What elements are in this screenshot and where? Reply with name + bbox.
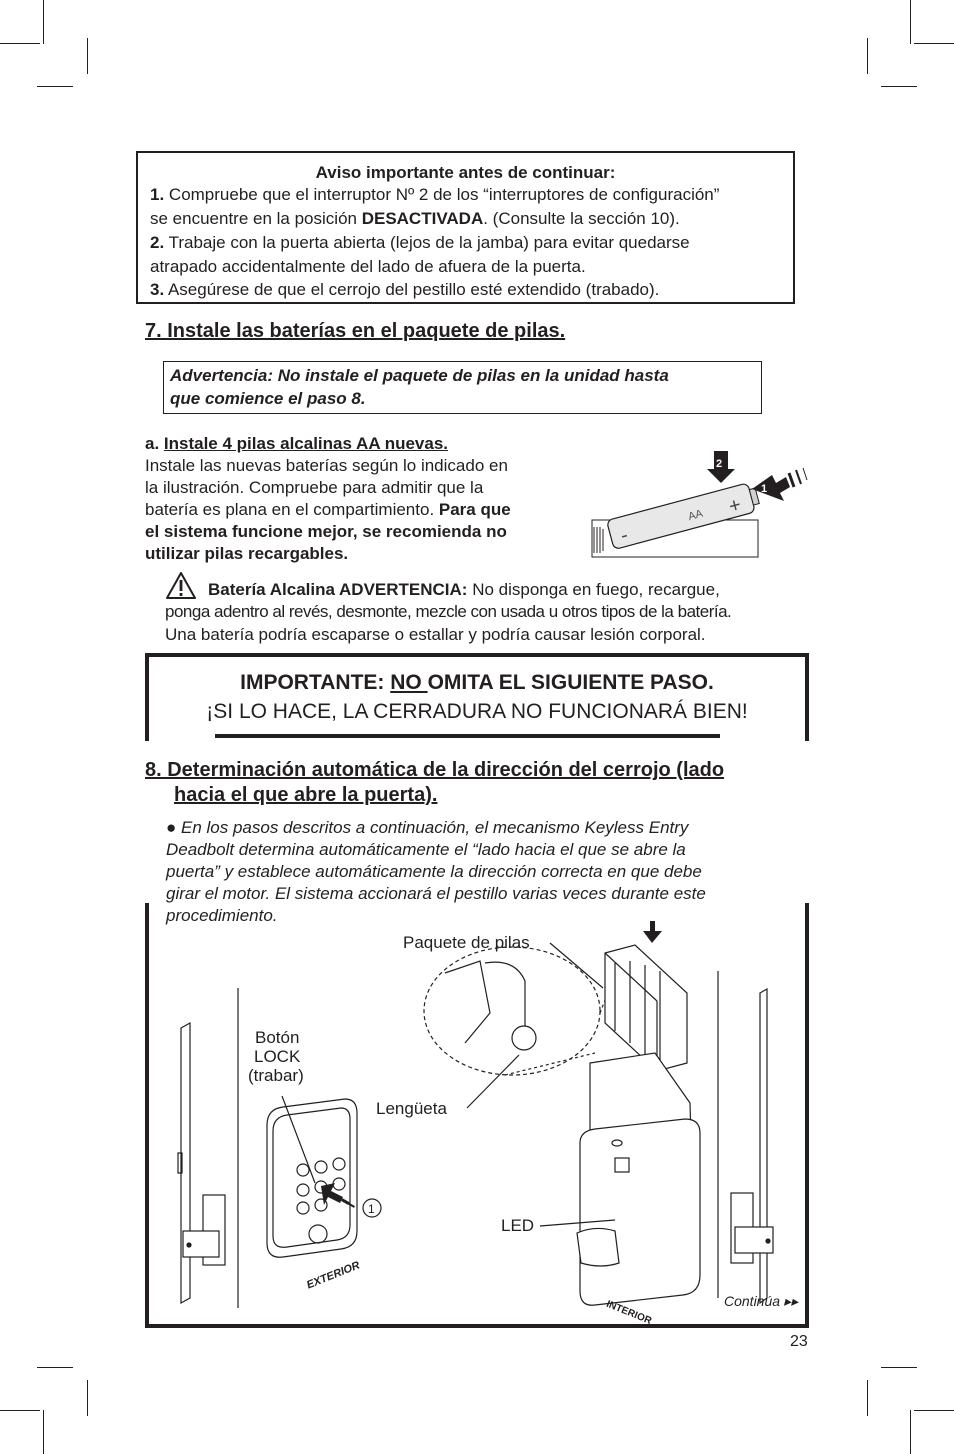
step-7a-text: batería es plana en el compartimiento. [145,500,439,519]
step-8-bullet-line: ● En los pasos descritos a continuación, el mecanismo Keyless Entry [166,818,689,837]
item-text: Trabaje con la puerta abierta (lejos de la jamba) para evitar quedarse [164,233,690,252]
interior-unit [577,1053,700,1327]
item-number: 3. [150,280,165,299]
tab-leader [467,1055,519,1108]
step-8-bullet-line: puerta” y establece automáticamente la dirección correcta en que debe [166,862,702,881]
page-number: 23 [790,1333,808,1350]
crop-mark [867,38,868,74]
lock-button-label-2: LOCK [254,1047,301,1066]
led-label: LED [501,1216,535,1235]
caution-text: No disponga en fuego, recargue, [467,580,720,599]
important-instruction: OMITA EL SIGUIENTE PASO. [427,671,714,694]
callout-number: 1 [368,1202,375,1216]
item-text: Compruebe que el interruptor Nº 2 de los “interruptores de configuración” [164,185,720,204]
step-8-bullet-line: girar el motor. El sistema accionará el pestillo varias veces durante este [166,884,706,903]
item-number: 2. [150,233,165,252]
item-text: . (Consulte la sección 10). [483,209,680,228]
notice-item-2-cont: atrapado accidentalmente del lado de afuera de la puerta. [150,257,586,276]
warning-triangle-icon [166,571,196,601]
step-7a-line: la ilustración. Compruebe para admitir que la [145,478,484,497]
caution-title: Batería Alcalina ADVERTENCIA: [208,580,468,599]
lock-installation-illustration [145,903,809,1328]
important-notice-box [136,151,795,304]
crop-mark [43,1410,44,1454]
battery-minus-label: - [618,524,631,548]
crop-mark [0,43,40,44]
caution-line-1 [208,580,720,600]
important-label: IMPORTANTE: [240,671,391,694]
crop-mark [881,86,917,87]
crop-mark [914,43,954,44]
crop-mark [37,1367,73,1368]
double-arrow-right-icon: ▸▸ [780,1293,798,1309]
arrow-left-icon [752,468,807,501]
lock-button-label-1: Botón [255,1028,300,1047]
notice-title: Aviso importante antes de continuar: [315,163,616,182]
step-7a-line [145,500,511,520]
important-title [149,671,805,695]
continues-label [724,1293,798,1310]
crop-mark [0,1410,40,1411]
exterior-door-edge [178,988,238,1308]
step-7-heading: 7. Instale las baterías en el paquete de pilas. [145,320,566,342]
warning-line-1: Advertencia: No instale el paquete de pilas en la unidad hasta [170,366,669,385]
battery-pack [605,921,687,1071]
crop-mark [43,0,44,44]
step-8-heading: 8. Determinación automática de la dirección del cerrojo (lado [145,759,725,781]
lock-button-label-3: (trabar) [248,1066,304,1085]
exterior-keypad [267,1099,362,1292]
notice-item-2 [150,233,690,253]
exterior-label: EXTERIOR [304,1259,362,1292]
interior-label: INTERIOR [604,1298,654,1327]
step-7a-title [145,434,448,454]
important-callout [145,653,809,741]
crop-mark [867,1380,868,1416]
battery-aa-label: AA [686,507,705,524]
warning-line-2: que comience el paso 8. [170,389,366,408]
continues-text: Continúa [724,1293,781,1309]
item-text: se encuentre en la posición [150,209,362,228]
crop-mark [910,0,911,44]
step-8-heading-cont: hacia el que abre la puerta). [174,784,438,806]
battery-pack-leader [550,943,603,988]
arrow-down-icon [707,451,735,483]
step-7a-title-text: Instale 4 pilas alcalinas AA nuevas. [163,434,449,453]
step-7a-emphasis: Para que [438,500,511,519]
important-no: NO [390,671,428,694]
notice-item-3 [150,280,659,300]
crop-mark [910,1410,911,1454]
warning-box [163,361,762,414]
notice-item-1 [150,185,719,205]
notice-item-1-cont [150,209,680,229]
step-letter: a. [145,434,164,453]
battery-pack-label: Paquete de pilas [403,933,530,952]
step-8-bullet-line: Deadbolt determina automáticamente el “lado hacia el que se abre la [166,840,686,859]
important-consequence: ¡SI LO HACE, LA CERRADURA NO FUNCIONARÁ BIEN! [206,700,748,723]
step-7a-line: el sistema funcione mejor, se recomienda no [145,522,507,541]
step-7a-line: utilizar pilas recargables. [145,544,349,563]
battery-illustration [590,447,810,559]
crop-mark [881,1367,917,1368]
battery-plus-label: + [726,493,744,519]
step-7a-line: Instale las nuevas baterías según lo indicado en [145,456,508,475]
crop-mark [87,1380,88,1416]
crop-mark [914,1410,954,1411]
item-number: 1. [150,185,165,204]
interior-door-edge [718,971,773,1303]
tab-label: Lengüeta [376,1099,447,1118]
item-text: Asegúrese de que el cerrojo del pestillo esté extendido (trabado). [164,280,660,299]
step-8-bullet-line: procedimiento. [166,906,278,925]
arrow-number-2: 2 [716,458,723,470]
item-emphasis: DESACTIVADA [361,209,484,228]
crop-mark [87,38,88,74]
arrow-number-1: 1 [761,483,768,495]
caution-line-3: Una batería podría escaparse o estallar y podría causar lesión corporal. [165,625,706,644]
caution-line-2: ponga adentro al revés, desmonte, mezcle con usada u otros tipos de la batería. [165,602,732,621]
divider [215,734,720,738]
tab-detail-magnifier [424,947,607,1075]
crop-mark [37,86,73,87]
